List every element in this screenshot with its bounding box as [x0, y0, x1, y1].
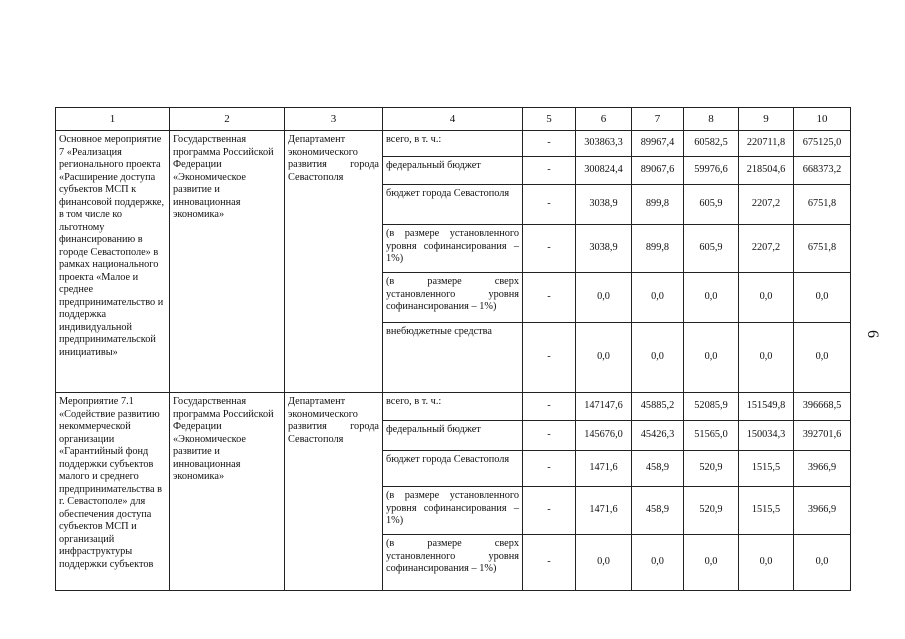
value-cell: 520,9: [684, 487, 739, 535]
value-cell: 2207,2: [739, 185, 794, 225]
header-cell: 5: [523, 108, 576, 131]
value-cell: 0,0: [684, 535, 739, 591]
value-cell: 2207,2: [739, 225, 794, 273]
value-cell: 220711,8: [739, 131, 794, 157]
value-cell: 1471,6: [576, 487, 632, 535]
value-cell: 0,0: [632, 535, 684, 591]
value-cell: 3038,9: [576, 225, 632, 273]
value-cell: 0,0: [684, 273, 739, 323]
value-cell: 45885,2: [632, 393, 684, 421]
funding-source-cell: федеральный бюджет: [383, 157, 523, 185]
value-cell: -: [523, 225, 576, 273]
page-number: 6: [864, 330, 881, 338]
funding-source-cell: федеральный бюджет: [383, 421, 523, 451]
value-cell: 458,9: [632, 487, 684, 535]
value-cell: 0,0: [739, 323, 794, 393]
value-cell: 458,9: [632, 451, 684, 487]
value-cell: 605,9: [684, 185, 739, 225]
value-cell: 0,0: [576, 323, 632, 393]
funding-source-cell: внебюджетные средства: [383, 323, 523, 393]
header-cell: 1: [56, 108, 170, 131]
value-cell: 150034,3: [739, 421, 794, 451]
value-cell: 0,0: [576, 273, 632, 323]
value-cell: 151549,8: [739, 393, 794, 421]
value-cell: 392701,6: [794, 421, 851, 451]
header-cell: 3: [285, 108, 383, 131]
value-cell: 3966,9: [794, 451, 851, 487]
value-cell: 59976,6: [684, 157, 739, 185]
value-cell: 520,9: [684, 451, 739, 487]
value-cell: -: [523, 535, 576, 591]
event-cell: Мероприятие 7.1 «Содействие развитию некоммерческой организации «Гарантийный фонд поддержки субъектов малого и среднего предпринимательства в г. Севастополе» для обеспечения доступа субъектов МСП и организаций инфраструктуры поддержки субъектов: [56, 393, 170, 591]
value-cell: 60582,5: [684, 131, 739, 157]
program-cell: Государственная программа Российской Федерации «Экономическое развитие и инновационная экономика»: [170, 393, 285, 591]
header-cell: 10: [794, 108, 851, 131]
value-cell: -: [523, 393, 576, 421]
funding-source-cell: всего, в т. ч.:: [383, 131, 523, 157]
header-cell: 6: [576, 108, 632, 131]
funding-table: [55, 107, 851, 591]
value-cell: 1471,6: [576, 451, 632, 487]
value-cell: 303863,3: [576, 131, 632, 157]
table-row: [56, 393, 851, 421]
value-cell: 899,8: [632, 185, 684, 225]
value-cell: 396668,5: [794, 393, 851, 421]
table-row: [56, 131, 851, 157]
funding-source-cell: бюджет города Севастополя: [383, 185, 523, 225]
header-cell: 8: [684, 108, 739, 131]
value-cell: 147147,6: [576, 393, 632, 421]
value-cell: 1515,5: [739, 487, 794, 535]
value-cell: 89067,6: [632, 157, 684, 185]
value-cell: -: [523, 421, 576, 451]
value-cell: 0,0: [739, 273, 794, 323]
value-cell: 51565,0: [684, 421, 739, 451]
funding-source-cell: (в размере установленного уровня софинансирования – 1%): [383, 487, 523, 535]
funding-source-cell: (в размере сверх установленного уровня софинансирования – 1%): [383, 535, 523, 591]
value-cell: 6751,8: [794, 225, 851, 273]
header-cell: 7: [632, 108, 684, 131]
value-cell: -: [523, 323, 576, 393]
header-cell: 2: [170, 108, 285, 131]
value-cell: 52085,9: [684, 393, 739, 421]
value-cell: 300824,4: [576, 157, 632, 185]
value-cell: 0,0: [576, 535, 632, 591]
value-cell: 3038,9: [576, 185, 632, 225]
program-cell: Государственная программа Российской Федерации «Экономическое развитие и инновационная экономика»: [170, 131, 285, 393]
header-row: [56, 108, 851, 131]
value-cell: 0,0: [684, 323, 739, 393]
value-cell: -: [523, 185, 576, 225]
value-cell: 145676,0: [576, 421, 632, 451]
value-cell: 0,0: [794, 535, 851, 591]
event-cell: Основное мероприятие 7 «Реализация регионального проекта «Расширение доступа субъектов МСП к финансовой поддержке, в том числе ко льготному финансированию в городе Севастополе» в рамках национального проекта «Малое и среднее предпринимательство и поддержка индивидуальной предпринимательской инициативы»: [56, 131, 170, 393]
value-cell: 0,0: [739, 535, 794, 591]
value-cell: 605,9: [684, 225, 739, 273]
value-cell: 6751,8: [794, 185, 851, 225]
value-cell: 0,0: [794, 323, 851, 393]
funding-source-cell: (в размере сверх установленного уровня софинансирования – 1%): [383, 273, 523, 323]
value-cell: -: [523, 487, 576, 535]
executor-cell: Департамент экономического развития города Севастополя: [285, 393, 383, 591]
executor-cell: Департамент экономического развития города Севастополя: [285, 131, 383, 393]
header-cell: 4: [383, 108, 523, 131]
value-cell: 899,8: [632, 225, 684, 273]
value-cell: 89967,4: [632, 131, 684, 157]
funding-source-cell: всего, в т. ч.:: [383, 393, 523, 421]
value-cell: 1515,5: [739, 451, 794, 487]
value-cell: 0,0: [794, 273, 851, 323]
funding-source-cell: (в размере установленного уровня софинансирования – 1%): [383, 225, 523, 273]
value-cell: -: [523, 157, 576, 185]
value-cell: 45426,3: [632, 421, 684, 451]
value-cell: -: [523, 451, 576, 487]
value-cell: 0,0: [632, 273, 684, 323]
value-cell: 668373,2: [794, 157, 851, 185]
value-cell: 3966,9: [794, 487, 851, 535]
header-cell: 9: [739, 108, 794, 131]
funding-source-cell: бюджет города Севастополя: [383, 451, 523, 487]
value-cell: 675125,0: [794, 131, 851, 157]
value-cell: -: [523, 131, 576, 157]
value-cell: -: [523, 273, 576, 323]
value-cell: 218504,6: [739, 157, 794, 185]
value-cell: 0,0: [632, 323, 684, 393]
